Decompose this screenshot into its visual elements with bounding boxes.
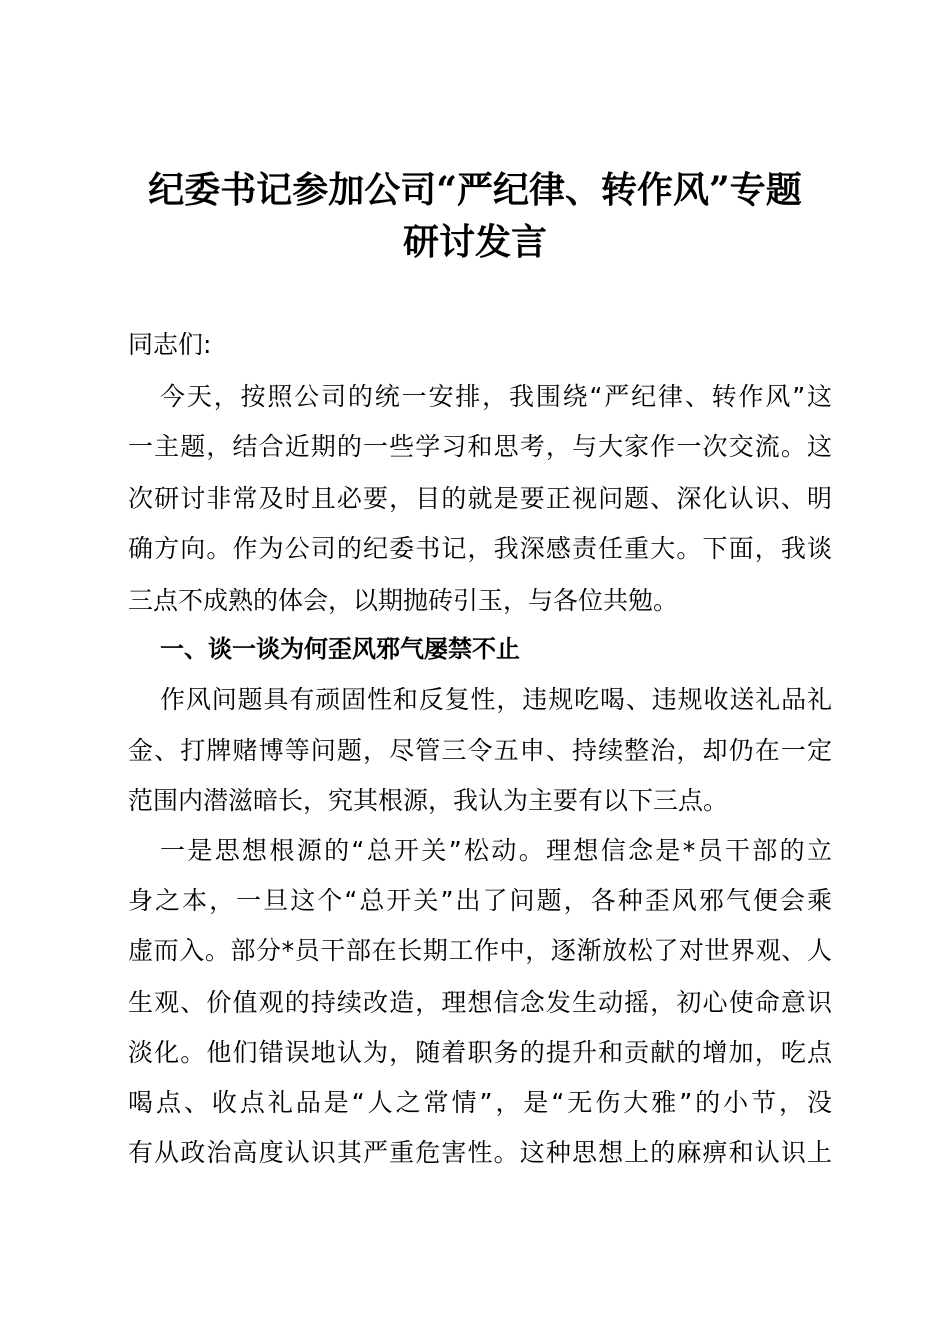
paragraph-2-line: 作风问题具有顽固性和反复性，违规吃喝、违规收送礼品礼	[160, 685, 832, 714]
paragraph-1-line: 今天，按照公司的统一安排，我围绕“严纪律、转作风”这	[160, 382, 832, 411]
paragraph-1-line: 确方向。作为公司的纪委书记，我深感责任重大。下面，我谈	[128, 534, 832, 563]
paragraph-3-line: 有从政治高度认识其严重危害性。这种思想上的麻痹和认识上	[128, 1138, 832, 1167]
paragraph-1-line: 次研讨非常及时且必要，目的就是要正视问题、深化认识、明	[128, 484, 832, 513]
paragraph-3-line: 一是思想根源的“总开关”松动。理想信念是*员干部的立	[160, 836, 832, 865]
paragraph-3-line: 淡化。他们错误地认为，随着职务的提升和贡献的增加，吃点	[128, 1038, 832, 1067]
paragraph-2-line: 范围内潜滋暗长，究其根源，我认为主要有以下三点。	[128, 786, 729, 815]
paragraph-1-line: 一主题，结合近期的一些学习和思考，与大家作一次交流。这	[128, 432, 832, 461]
paragraph-3-line: 生观、价值观的持续改造，理想信念发生动摇，初心使命意识	[128, 988, 832, 1017]
paragraph-3-line: 身之本，一旦这个“总开关”出了问题，各种歪风邪气便会乘	[128, 886, 832, 915]
paragraph-1-line: 三点不成熟的体会，以期抛砖引玉，与各位共勉。	[128, 586, 679, 615]
document-title-line-2: 研讨发言	[402, 221, 547, 263]
paragraph-3-line: 虚而入。部分*员干部在长期工作中，逐渐放松了对世界观、人	[128, 936, 832, 965]
paragraph-2-line: 金、打牌赌博等问题，尽管三令五申、持续整治，却仍在一定	[128, 736, 832, 765]
salutation: 同志们:	[128, 330, 212, 359]
section-heading-1: 一、谈一谈为何歪风邪气屡禁不止	[160, 635, 520, 663]
paragraph-3-line: 喝点、收点礼品是“人之常情”，是“无伤大雅”的小节，没	[128, 1088, 832, 1117]
document-title-line-1: 纪委书记参加公司“严纪律、转作风”专题	[148, 169, 802, 211]
